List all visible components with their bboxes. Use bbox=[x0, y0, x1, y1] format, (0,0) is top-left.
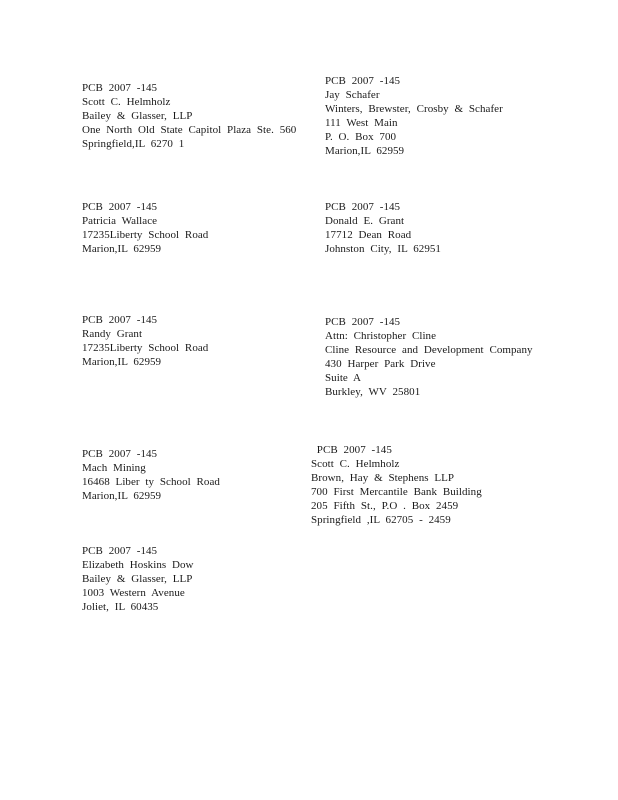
mailing-label bbox=[82, 81, 296, 151]
recipient-name: Randy Grant bbox=[82, 328, 143, 340]
case-number: PCB 2007 -145 bbox=[325, 201, 401, 213]
city-state-zip: Marion,IL 62959 bbox=[82, 490, 162, 502]
street-address: 111 West Main bbox=[325, 117, 398, 129]
mailing-label bbox=[82, 313, 208, 369]
case-number: PCB 2007 -145 bbox=[325, 75, 401, 87]
mailing-label bbox=[325, 74, 503, 158]
street-address: 16468 Liber ty School Road bbox=[82, 476, 220, 488]
street-address: 17712 Dean Road bbox=[325, 229, 412, 241]
recipient-name: Patricia Wallace bbox=[82, 215, 158, 227]
mailing-label bbox=[82, 200, 208, 256]
case-number: PCB 2007 -145 bbox=[82, 448, 158, 460]
building: 700 First Mercantile Bank Building bbox=[311, 486, 482, 498]
street-address: One North Old State Capitol Plaza Ste. 560 bbox=[82, 124, 297, 136]
city-state-zip: Marion,IL 62959 bbox=[325, 145, 405, 157]
firm-name: Bailey & Glasser, LLP bbox=[82, 110, 193, 122]
recipient-name: Scott C. Helmholz bbox=[82, 96, 171, 108]
mailing-label bbox=[325, 200, 441, 256]
firm-name: Bailey & Glasser, LLP bbox=[82, 573, 193, 585]
mailing-label bbox=[311, 443, 482, 527]
mailing-label bbox=[325, 315, 533, 399]
case-number: PCB 2007 -145 bbox=[325, 316, 401, 328]
recipient-name: Elizabeth Hoskins Dow bbox=[82, 559, 194, 571]
mailing-label bbox=[82, 544, 194, 614]
city-state-zip: Marion,IL 62959 bbox=[82, 243, 162, 255]
city-state-zip: Springfield ,IL 62705 - 2459 bbox=[311, 514, 451, 526]
city-state-zip: Johnston City, IL 62951 bbox=[325, 243, 441, 255]
street-address: 17235Liberty School Road bbox=[82, 229, 209, 241]
recipient-name: Mach Mining bbox=[82, 462, 146, 474]
recipient-name: Scott C. Helmholz bbox=[311, 458, 400, 470]
mailing-label bbox=[82, 447, 220, 503]
city-state-zip: Burkley, WV 25801 bbox=[325, 386, 421, 398]
firm-name: Brown, Hay & Stephens LLP bbox=[311, 472, 455, 484]
case-number: PCB 2007 -145 bbox=[82, 201, 158, 213]
street-address: 205 Fifth St., P.O . Box 2459 bbox=[311, 500, 459, 512]
case-number: PCB 2007 -145 bbox=[82, 314, 158, 326]
recipient-name: Jay Schafer bbox=[325, 89, 380, 101]
firm-name: Winters, Brewster, Crosby & Schafer bbox=[325, 103, 503, 115]
case-number: PCB 2007 -145 bbox=[82, 82, 158, 94]
street-address: 1003 Western Avenue bbox=[82, 587, 185, 599]
city-state-zip: Springfield,IL 6270 1 bbox=[82, 138, 185, 150]
city-state-zip: Marion,IL 62959 bbox=[82, 356, 162, 368]
firm-name: Cline Resource and Development Company bbox=[325, 344, 533, 356]
po-box: P. O. Box 700 bbox=[325, 131, 397, 143]
street-address: 17235Liberty School Road bbox=[82, 342, 209, 354]
recipient-name: Attn: Christopher Cline bbox=[325, 330, 437, 342]
case-number: PCB 2007 -145 bbox=[311, 444, 392, 456]
recipient-name: Donald E. Grant bbox=[325, 215, 405, 227]
street-address: 430 Harper Park Drive bbox=[325, 358, 436, 370]
suite: Suite A bbox=[325, 372, 362, 384]
case-number: PCB 2007 -145 bbox=[82, 545, 158, 557]
city-state-zip: Joliet, IL 60435 bbox=[82, 601, 159, 613]
